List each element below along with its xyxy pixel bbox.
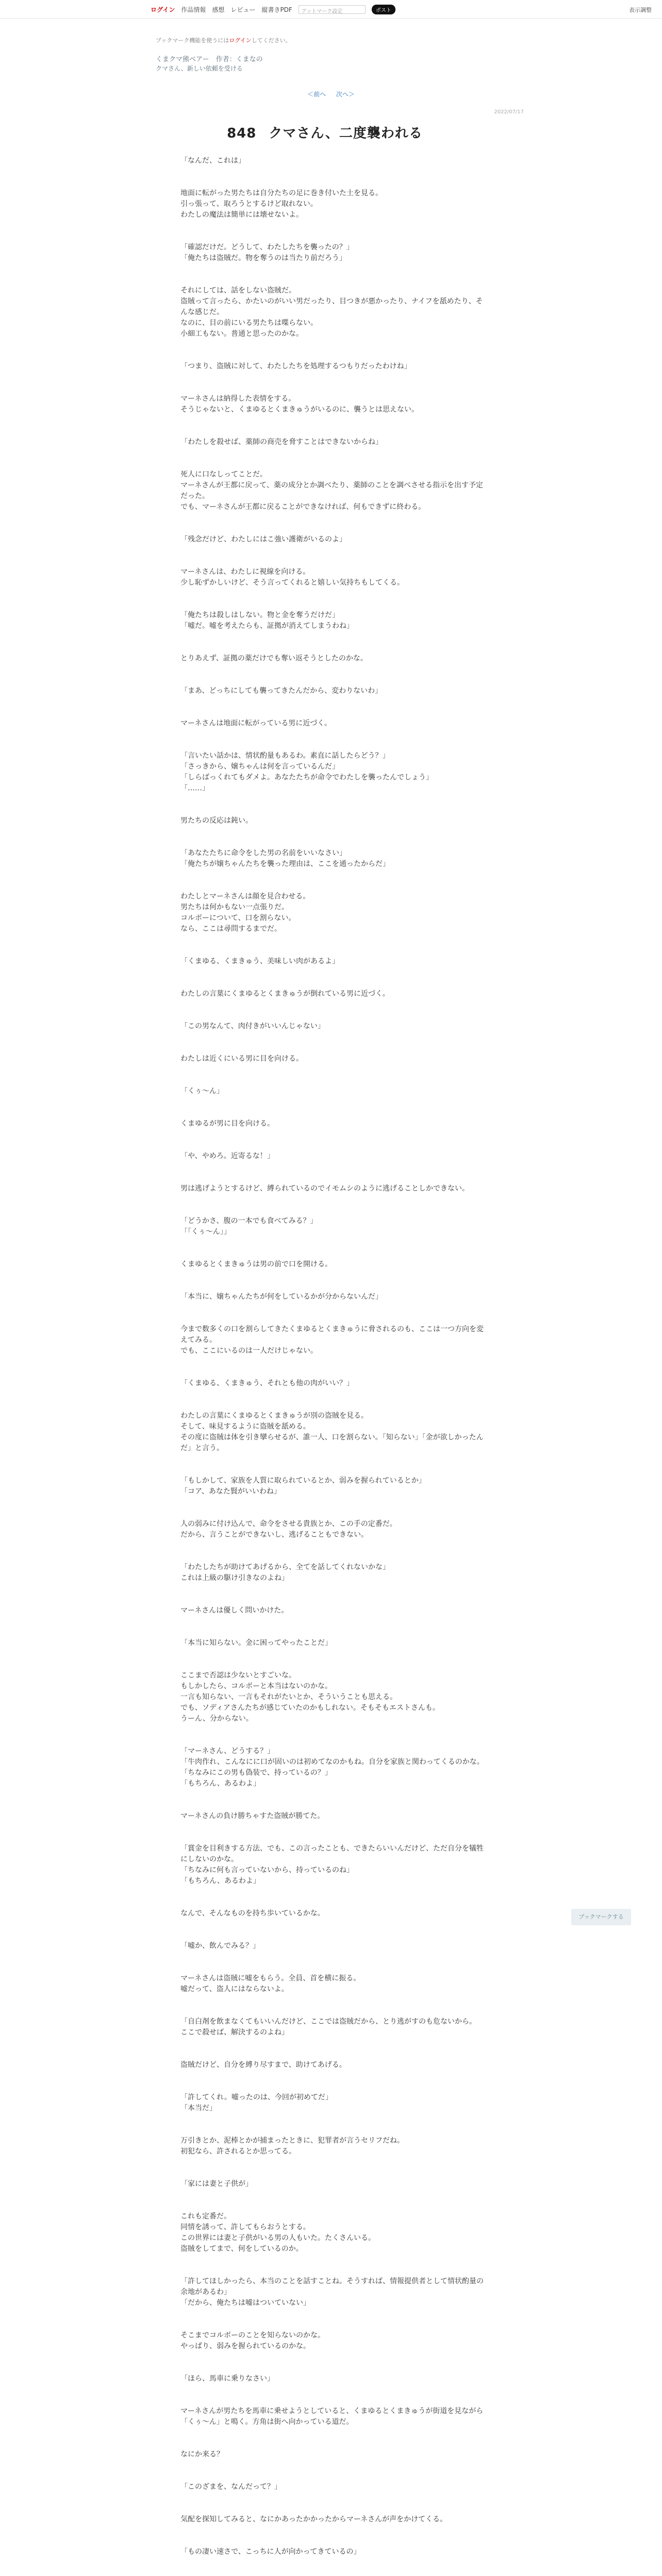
text-line: これも定番だ。 <box>180 2212 231 2221</box>
search-input[interactable]: アットマーク設定 <box>299 5 366 14</box>
notice-login-link[interactable]: ログイン <box>229 37 252 44</box>
text-line: 「ちなみにこの男も偽装で、持っているの？」 <box>180 1769 332 1777</box>
text-line: 「ちなみに何も言っていないから、持っているのね」 <box>180 1866 354 1874</box>
text-line: 同情を誘って、許してもらおうとする。 <box>180 2223 310 2231</box>
text-line: わたしの言葉にくまゆるとくまきゅうが倒れている男に近づく。 <box>180 990 390 998</box>
text-line: 「本当に、嬢ちゃんたちが何をしているかが分からないんだ」 <box>180 1293 383 1301</box>
paragraph <box>180 956 490 967</box>
chapter-number: 848 <box>227 126 257 141</box>
publish-date: 2022/07/17 <box>494 109 524 115</box>
paragraph <box>180 1216 490 1238</box>
paragraph <box>180 2330 490 2352</box>
paragraph <box>180 1746 490 1789</box>
text-line: 「言いたい話かは、情状酌量もあるわ。素直に話したらどう？」 <box>180 752 390 760</box>
text-line: マーネさんは地面に転がっている男に近づく。 <box>180 719 332 727</box>
paragraph <box>180 285 490 340</box>
text-line: 「もしかして、家族を人質に取られているとか、弱みを握られているとか」 <box>180 1477 426 1485</box>
paragraph <box>180 1259 490 1270</box>
text-line: 盗賊をしてまで、何をしているのか。 <box>180 2245 303 2253</box>
novel-body <box>180 156 490 2576</box>
paragraph <box>180 2136 490 2157</box>
text-line: そこまでコルボーのことを知らないのかな。 <box>180 2331 325 2340</box>
text-line: 「わたしを殺せば、薬師の商売を脅すことはできないからね」 <box>180 438 383 446</box>
text-line: 「俺たちは盗賊だ。物を奪うのは当たり前だろう」 <box>180 254 346 262</box>
breadcrumb[interactable]: くまクマ熊ベアー 作者：くまなの <box>156 56 263 63</box>
paragraph <box>180 989 490 999</box>
text-line: 「くぅ〜ん」 <box>180 1087 224 1095</box>
text-line: なにか来る？ <box>180 2450 224 2459</box>
paragraph <box>180 891 490 935</box>
text-line: 「つまり、盗賊に対して、わたしたちを処理するつもりだったわけね」 <box>180 362 411 370</box>
paragraph <box>180 1973 490 1995</box>
text-line: 「残念だけど、わたしにはこ強い護衛がいるのよ」 <box>180 535 346 544</box>
paragraph <box>180 1021 490 1032</box>
text-line: 盗賊って言ったら、かたいのがいい男だったり、目つきが悪かったり、ナイフを舐めたり、そんな感じだ。 <box>180 297 483 316</box>
text-line: 「なんだ、これは」 <box>180 157 245 165</box>
paragraph <box>180 718 490 729</box>
paragraph <box>180 2060 490 2071</box>
text-line: 気配を探知してみると、なにかあったかかったからマーネさんが声をかけてくる。 <box>180 2515 448 2523</box>
paragraph <box>180 1183 490 1194</box>
paragraph <box>180 1562 490 1584</box>
text-line: 男は逃げようとするけど、縛られているのでイモムシのように逃げることしかできない。 <box>180 1184 469 1193</box>
text-line: 嘘だって、盗人にはならないよ。 <box>180 1985 289 1993</box>
text-line: 「この男なんて、肉付きがいいんじゃない」 <box>180 1022 325 1030</box>
paragraph <box>180 2211 490 2255</box>
display-settings-link[interactable]: 表示調整 <box>629 7 652 13</box>
text-line: 「自白剤を飲まなくてもいいんだけど、ここでは盗賊だから、とり逃がすのも危ないから。 <box>180 2018 476 2026</box>
x-post-button[interactable]: ポスト <box>372 5 395 14</box>
text-line: そして、味見するように盗賊を舐める。 <box>180 1422 310 1431</box>
paragraph <box>180 1151 490 1162</box>
text-line: 「俺たちは殺しはしない。物と金を奪うだけだ」 <box>180 611 339 619</box>
paragraph <box>180 1476 490 1497</box>
text-line: なのに、目の前にいる男たちは喋らない。 <box>180 319 318 327</box>
paragraph <box>180 2406 490 2428</box>
paragraph <box>180 1086 490 1097</box>
paragraph <box>180 1670 490 1724</box>
text-line: 「あなたたちに命令をした男の名前をいいなさい」 <box>180 849 346 857</box>
nav-reviews[interactable]: レビュー <box>230 6 256 13</box>
text-line: でも、ここにいるのは一人だけじゃない。 <box>180 1347 318 1355</box>
paragraph <box>180 1638 490 1649</box>
paragraph <box>180 848 490 870</box>
paragraph <box>180 610 490 632</box>
paragraph <box>180 1118 490 1129</box>
paragraph <box>180 1378 490 1389</box>
paragraph <box>180 2482 490 2493</box>
paragraph <box>180 2092 490 2114</box>
text-line: 「さっきから、嬢ちゃんは何を言っているんだ」 <box>180 762 339 771</box>
paragraph <box>180 437 490 448</box>
text-line: 「嘘か、飲んでみる？」 <box>180 1942 260 1950</box>
text-line: 男たちの反応は鈍い。 <box>180 817 253 825</box>
text-line: 「くまゆる、くまきゅう、美味しい肉があるよ」 <box>180 957 339 965</box>
nav-vertical-pdf[interactable]: 縦書きPDF <box>261 6 292 13</box>
text-line: でも、マーネさんが王都に戻ることができなければ、何もできずに終わる。 <box>180 503 426 511</box>
paragraph <box>180 2449 490 2460</box>
text-line: とりあえず、証拠の薬だけでも奪い返そうとしたのかな。 <box>180 654 368 663</box>
paragraph <box>180 534 490 545</box>
text-line: 「どうかさ、腹の一本でも食べてみる？」 <box>180 1217 318 1225</box>
bookmark-notice <box>156 36 291 44</box>
paragraph <box>180 1292 490 1302</box>
text-line: 小細工もない。普通と思ったのかな。 <box>180 330 303 338</box>
top-navigation-bar <box>0 0 662 19</box>
next-chapter-link[interactable]: 次へ＞ <box>336 91 355 98</box>
paragraph <box>180 1843 490 1887</box>
text-line: くまゆるが男に目を向ける。 <box>180 1120 274 1128</box>
bookmark-side-button[interactable]: ブックマークする <box>571 1909 631 1925</box>
chapter-pager <box>0 90 662 98</box>
text-line: 少し恥ずかしいけど、そう言ってくれると嬉しい気持ちもしてくる。 <box>180 579 404 587</box>
text-line: これは上級の駆け引きなのよね」 <box>180 1574 289 1582</box>
text-line: マーネさんの負け勝ちゃすた盗賊が勝てた。 <box>180 1812 325 1820</box>
text-line: 男たちは何かもない一点張りだ。 <box>180 903 289 911</box>
text-line: それにしては、話をしない盗賊だ。 <box>180 286 296 295</box>
paragraph <box>180 188 490 221</box>
paragraph <box>180 1054 490 1064</box>
text-line: 「ほら、馬車に乗りなさい」 <box>180 2375 274 2383</box>
paragraph <box>180 1324 490 1357</box>
text-line: 「コア、あなた賢がいいわね」 <box>180 1487 281 1496</box>
text-line: マーネさんは、わたしに視線を向ける。 <box>180 568 310 576</box>
paragraph <box>180 816 490 826</box>
text-line: わたしとマーネさんは顔を見合わせる。 <box>180 892 310 901</box>
text-line: この世界には妻と子供がいる男の人もいた。たくさんいる。 <box>180 2234 375 2242</box>
paragraph <box>180 361 490 372</box>
login-link[interactable]: ログイン <box>151 6 175 13</box>
text-line: 一言も知らない、一言もそれがたいとか、そういうことも思える。 <box>180 1693 397 1701</box>
text-line: ここで殺せば、解決するのよね」 <box>180 2028 289 2037</box>
text-line: 「まあ、どっちにしても襲ってきたんだから、変わりないわ」 <box>180 687 383 695</box>
text-line: 「……」 <box>180 784 209 792</box>
prev-chapter-link[interactable]: ＜前へ <box>307 91 326 98</box>
text-line: 「わたしたちが助けてあげるから、全てを話してくれないかな」 <box>180 1563 390 1571</box>
paragraph <box>180 2547 490 2557</box>
text-line: やっぱり、弱みを握られているのかな。 <box>180 2342 310 2350</box>
text-line: マーネさんは優しく問いかけた。 <box>180 1606 289 1615</box>
text-line: 「このざまを、なんだって？」 <box>180 2483 282 2491</box>
text-line: 「や、やめろ。近寄るな！」 <box>180 1152 274 1160</box>
text-line: わたしは近くにいる男に目を向ける。 <box>180 1055 303 1063</box>
paragraph <box>180 1941 490 1952</box>
text-line: 人の弱みに付け込んで、命令をさせる貴族とか、この手の定番だ。 <box>180 1520 397 1528</box>
text-line: マーネさんは盗賊に嘘をもらう。全員、首を横に振る。 <box>180 1974 361 1982</box>
text-line: 初犯なら、許されるとか思ってる。 <box>180 2147 296 2156</box>
text-line: マーネさんが男たちを馬車に乗せようとしていると、くまゆるとくまきゅうが街道を見ながら「くぅ〜ん」と鳴く。方角は街へ向かっている道だ。 <box>180 2407 484 2426</box>
text-line: 地面に転がった男たちは自分たちの足に巻き付いた土を見る。 <box>180 189 383 197</box>
text-line: 「俺たちが嬢ちゃんたちを襲った理由は、ここを通ったからだ」 <box>180 860 390 868</box>
paragraph <box>180 751 490 794</box>
text-line: 「許してくれ。嘘ったのは、今回が初めてだ」 <box>180 2093 333 2102</box>
text-line: 「賞金を目利きする方法、でも、この言ったことも、できたらいいんだけど、ただ自分を犠牲にしないのかな。 <box>180 1844 484 1863</box>
text-line: マーネさんが王都に戻って、薬の成分とか調べたり、薬師のことを調べさせる指示を出す予定だった。 <box>180 481 484 500</box>
nav-work-info[interactable]: 作品情報 <box>181 6 206 13</box>
chapter-title-text: クマさん、二度襲われる <box>269 126 423 141</box>
text-line: 「くまゆる、くまきゅう、それとも他の肉がいい？」 <box>180 1379 354 1387</box>
paragraph <box>180 2016 490 2038</box>
text-line: なら、ここは尋問するまでだ。 <box>180 925 282 933</box>
text-line: わたしの言葉にくまゆるとくまきゅうが別の盗賊を見る。 <box>180 1412 368 1420</box>
text-line: もしかしたら、コルボーと本当はないのかな。 <box>180 1682 332 1690</box>
paragraph <box>180 394 490 415</box>
nav-impressions[interactable]: 感想 <box>212 6 225 13</box>
text-line: くまゆるとくまきゅうは男の前で口を開ける。 <box>180 1260 332 1268</box>
paragraph <box>180 2514 490 2525</box>
text-line: 引っ張って、取ろうとするけど取れない。 <box>180 200 318 208</box>
text-line: その度に盗賊は体を引き攣らせるが、誰一人、口を割らない。「知らない」「金が欲しかったんだ」と言う。 <box>180 1433 484 1452</box>
paragraph <box>180 567 490 588</box>
text-line: 今まで数多くの口を割らしてきたくまゆるとくまきゅうに脅されるのも、ここは一つ方向を変えてみる。 <box>180 1325 484 1344</box>
paragraph <box>180 2374 490 2384</box>
notice-suffix: してください。 <box>251 37 291 44</box>
text-line: 「牛肉作れ、こんなにに口が固いのは初めてなのかもね。自分を家族と関わってくるのかな。 <box>180 1758 484 1766</box>
notice-prefix: ブックマーク機能を使うには <box>156 37 229 44</box>
paragraph <box>180 2276 490 2309</box>
text-line: そうじゃないと、くまゆるとくまきゅうがいるのに、襲うとは思えない。 <box>180 405 419 414</box>
text-line: 「本当だ」 <box>180 2104 217 2112</box>
paragraph <box>180 469 490 513</box>
paragraph <box>180 653 490 664</box>
text-line: なんで、そんなものを持ち歩いているかな。 <box>180 1909 325 1918</box>
text-line: だから、言うことができないし、逃げることもできない。 <box>180 1531 368 1539</box>
text-line: 「もちろん、あるわよ」 <box>180 1780 260 1788</box>
text-line: 「「くぅ〜ん」」 <box>180 1228 231 1236</box>
text-line: でも、ソディアさんたちが感じていたのかもしれない。そもそもエストさんも。 <box>180 1704 440 1712</box>
text-line: 「確認だけだ。どうして、わたしたちを襲ったの？」 <box>180 243 354 251</box>
text-line: 万引きとか、泥棒とかが捕まったときに、犯罪者が言うセリフだね。 <box>180 2137 404 2145</box>
paragraph <box>180 1605 490 1616</box>
chapter-title <box>0 123 662 142</box>
text-line: 「家には妻と子供が」 <box>180 2180 253 2188</box>
text-line: 「しらばっくれてもダメよ。あなたたちが命令でわたしを襲ったんでしょう」 <box>180 773 433 782</box>
text-line: マーネさんは納得した表情をする。 <box>180 395 296 403</box>
paragraph <box>180 1519 490 1540</box>
text-line: うーん、分からない。 <box>180 1715 253 1723</box>
paragraph <box>180 242 490 264</box>
text-line: わたしの魔法は簡単には壊せないよ。 <box>180 211 303 219</box>
text-line: 盗賊だけど、自分を縛り尽すまで、助けてあげる。 <box>180 2061 346 2069</box>
text-line: 「もちろん、あるわよ」 <box>180 1877 260 1885</box>
text-line: 「マーネさん、どうする？」 <box>180 1747 275 1755</box>
text-line: コルボーについて、口を割らない。 <box>180 914 296 922</box>
text-line: 「嘘だ。嘘を考えたらも、証拠が消えてしまうわね」 <box>180 622 354 630</box>
text-line: 「本当に知らない。金に困ってやったことだ」 <box>180 1639 332 1647</box>
paragraph <box>180 156 490 166</box>
paragraph <box>180 686 490 697</box>
paragraph <box>180 2179 490 2190</box>
text-line: 「もの凄い速さで、こっちに人が向かってきているの」 <box>180 2548 361 2556</box>
text-line: 死人に口なしってことだ。 <box>180 470 267 479</box>
paragraph <box>180 1811 490 1822</box>
text-line: 「だから、俺たちは嘘はついていない」 <box>180 2299 310 2307</box>
top-nav-left <box>151 5 395 14</box>
text-line: ここまで否認は少ないとすごいな。 <box>180 1671 296 1680</box>
chapter-subtitle: クマさん、新しい依頼を受ける <box>156 65 243 72</box>
paragraph <box>180 1411 490 1454</box>
text-line: 「許してほしかったら、本当のことを話すことね。そうすれば、情報提供者として情状酌量の余地があるわ」 <box>180 2277 484 2296</box>
paragraph <box>180 1908 490 1919</box>
